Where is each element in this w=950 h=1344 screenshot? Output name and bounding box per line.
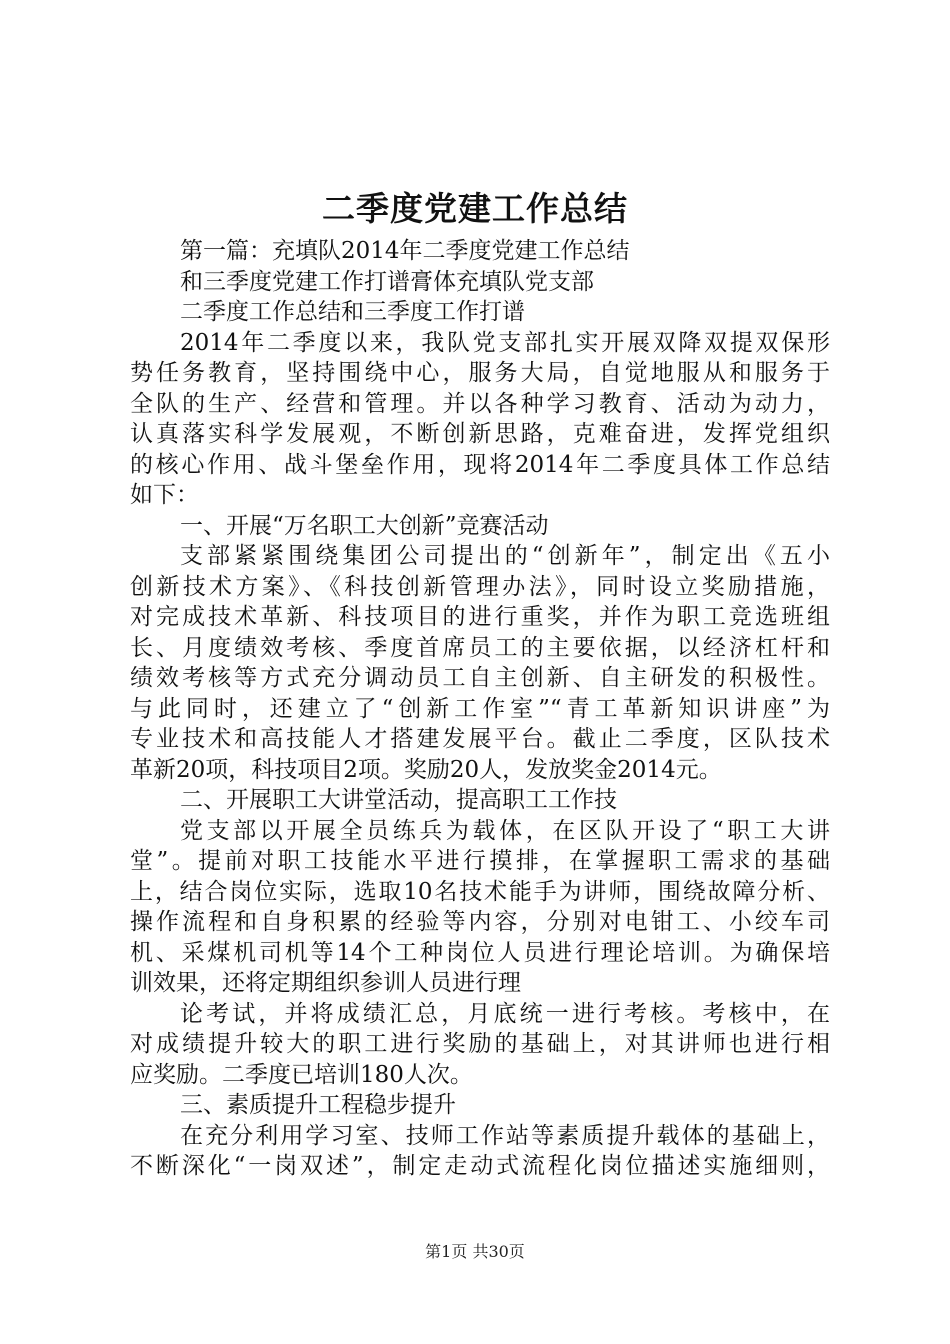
- body-line: 二季度工作总结和三季度工作打谱: [180, 299, 525, 325]
- body-line: 第一篇：充填队2014年二季度党建工作总结: [180, 238, 630, 264]
- body-line: 论考试，并将成绩汇总，月底统一进行考核。考核中，在: [180, 1000, 830, 1027]
- body-line: 一、开展“万名职工大创新”竞赛活动: [180, 512, 549, 539]
- body-line: 创新技术方案》、《科技创新管理办法》，同时设立奖励措施，: [130, 573, 830, 600]
- body-line: 三、素质提升工程稳步提升: [180, 1092, 456, 1118]
- body-line: 对成绩提升较大的职工进行奖励的基础上，对其讲师也进行相: [130, 1031, 830, 1057]
- body-line: 应奖励。二季度已培训180人次。: [130, 1061, 473, 1088]
- body-line: 全队的生产、经营和管理。并以各种学习教育、活动为动力，: [130, 390, 830, 417]
- body-line: 堂”。提前对职工技能水平进行摸排，在掌握职工需求的基础: [130, 848, 830, 874]
- body-line: 训效果，还将定期组织参训人员进行理: [130, 970, 521, 996]
- body-line: 操作流程和自身积累的经验等内容，分别对电钳工、小绞车司: [130, 909, 830, 935]
- body-line: 上，结合岗位实际，选取10名技术能手为讲师，围绕故障分析、: [130, 878, 830, 905]
- body-line: 支部紧紧围绕集团公司提出的“创新年”，制定出《五小: [180, 543, 830, 569]
- body-line: 绩效考核等方式充分调动员工自主创新、自主研发的积极性。: [130, 665, 830, 691]
- body-line: 长、月度绩效考核、季度首席员工的主要依据，以经济杠杆和: [130, 634, 830, 661]
- document-body: [130, 236, 830, 1182]
- body-line: 革新20项，科技项目2项。奖励20人，发放奖金2014元。: [130, 756, 722, 783]
- body-line: 和三季度党建工作打谱膏体充填队党支部: [180, 268, 594, 295]
- body-line: 不断深化“一岗双述”，制定走动式流程化岗位描述实施细则，: [130, 1153, 830, 1179]
- body-line: 如下：: [130, 482, 199, 508]
- body-line: 二、开展职工大讲堂活动，提高职工工作技: [180, 787, 617, 813]
- body-line: 机、采煤机司机等14个工种岗位人员进行理论培训。为确保培: [130, 939, 830, 966]
- body-line: 势任务教育，坚持围绕中心，服务大局，自觉地服从和服务于: [130, 360, 830, 386]
- document-title: 二季度党建工作总结: [322, 189, 628, 228]
- body-line: 2014年二季度以来，我队党支部扎实开展双降双提双保形: [180, 329, 830, 356]
- page-footer: 第1页 共30页: [425, 1242, 525, 1261]
- body-line: 专业技术和高技能人才搭建发展平台。截止二季度，区队技术: [130, 726, 830, 752]
- body-line: 党支部以开展全员练兵为载体，在区队开设了“职工大讲: [180, 817, 830, 844]
- body-line: 对完成技术革新、科技项目的进行重奖，并作为职工竞选班组: [130, 604, 830, 630]
- body-line: 的核心作用、战斗堡垒作用，现将2014年二季度具体工作总结: [130, 451, 830, 478]
- body-line: 与此同时，还建立了“创新工作室”“青工革新知识讲座”为: [130, 695, 830, 722]
- body-line: 认真落实科学发展观，不断创新思路，克难奋进，发挥党组织: [130, 421, 830, 447]
- body-line: 在充分利用学习室、技师工作站等素质提升载体的基础上，: [180, 1122, 830, 1149]
